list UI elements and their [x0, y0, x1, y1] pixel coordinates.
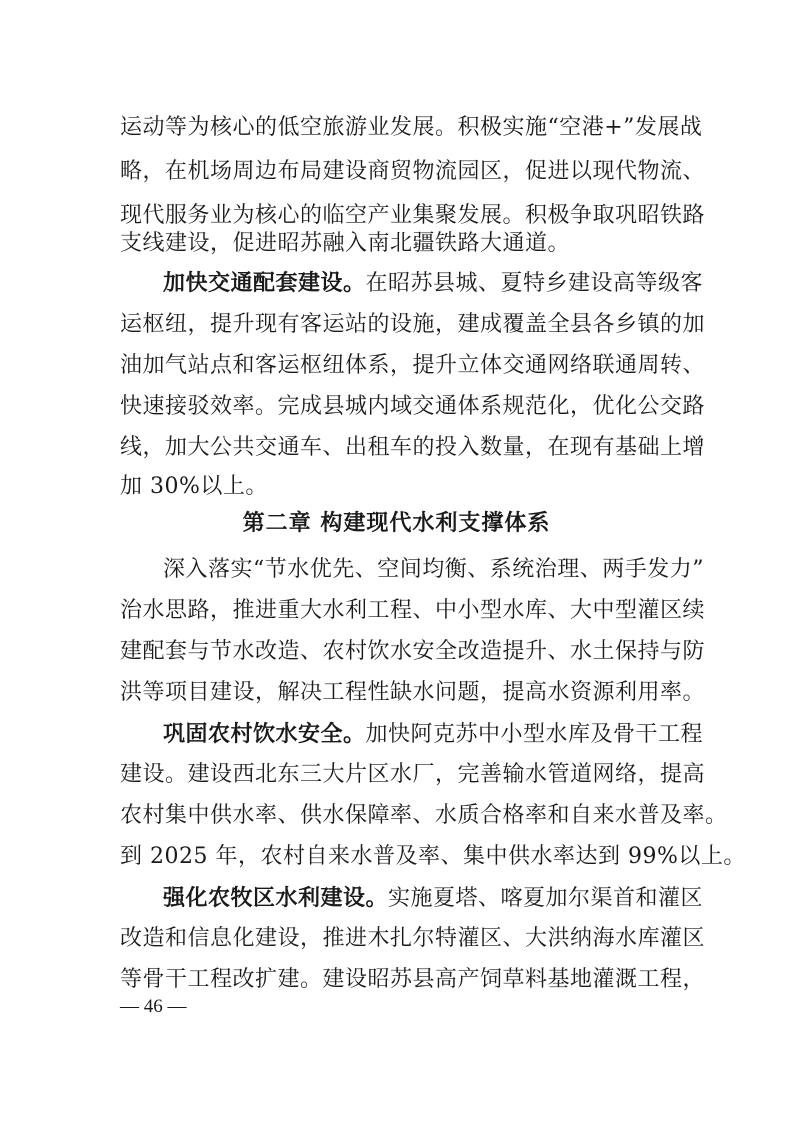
- body-line: 深入落实“节水优先、空间均衡、系统治理、两手发力”: [163, 557, 704, 582]
- paragraph-first-line: [163, 268, 704, 298]
- body-line: 建设。建设西北东三大片区水厂，完善输水管道网络，提高: [120, 762, 706, 787]
- body-line: 农村集中供水率、供水保障率、水质合格率和自来水普及率。: [120, 803, 728, 828]
- paragraph-heading: 加快交通配套建设。: [163, 270, 366, 296]
- body-line: 略，在机场周边布局建设商贸物流园区，促进以现代物流、: [120, 159, 706, 184]
- body-line: 现代服务业为核心的临空产业集聚发展。积极争取巩昭铁路: [120, 203, 706, 228]
- body-line: 加 30%以上。: [120, 474, 268, 499]
- body-line: 支线建设，促进昭苏融入南北疆铁路大通道。: [120, 231, 571, 256]
- paragraph-first-line: [163, 719, 704, 749]
- paragraph-text: 在昭苏县城、夏特乡建设高等级客: [365, 271, 704, 296]
- body-line: 快速接驳效率。完成县城内域交通体系规范化，优化公交路: [120, 394, 706, 419]
- body-line: 线，加大公共交通车、出租车的投入数量，在现有基础上增: [120, 435, 706, 460]
- body-line: 油加气站点和客运枢纽体系，提升立体交通网络联通周转、: [120, 353, 706, 378]
- body-line: 到 2025 年，农村自来水普及率、集中供水率达到 99%以上。: [120, 844, 746, 869]
- paragraph-first-line: [163, 883, 704, 913]
- body-line: 改造和信息化建设，推进木扎尔特灌区、大洪纳海水库灌区: [120, 926, 706, 951]
- paragraph-heading: 巩固农村饮水安全。: [163, 721, 366, 747]
- body-line: 运枢纽，提升现有客运站的设施，建成覆盖全县各乡镇的加: [120, 312, 706, 337]
- body-line: 治水思路，推进重大水利工程、中小型水库、大中型灌区续: [120, 598, 706, 623]
- body-line: 等骨干工程改扩建。建设昭苏县高产饲草料基地灌溉工程，: [120, 967, 706, 992]
- page-number: — 46 —: [120, 996, 187, 1017]
- chapter-title: 第二章 构建现代水利支撑体系: [242, 510, 551, 536]
- paragraph-heading: 强化农牧区水利建设。: [163, 885, 389, 911]
- body-line: 建配套与节水改造、农村饮水安全改造提升、水土保持与防: [120, 639, 706, 664]
- body-line: 洪等项目建设，解决工程性缺水问题，提高水资源利用率。: [120, 680, 706, 705]
- body-line: 运动等为核心的低空旅游业发展。积极实施“空港+”发展战: [120, 115, 703, 140]
- paragraph-text: 实施夏塔、喀夏加尔渠首和灌区: [388, 886, 704, 911]
- paragraph-text: 加快阿克苏中小型水库及骨干工程: [365, 722, 704, 747]
